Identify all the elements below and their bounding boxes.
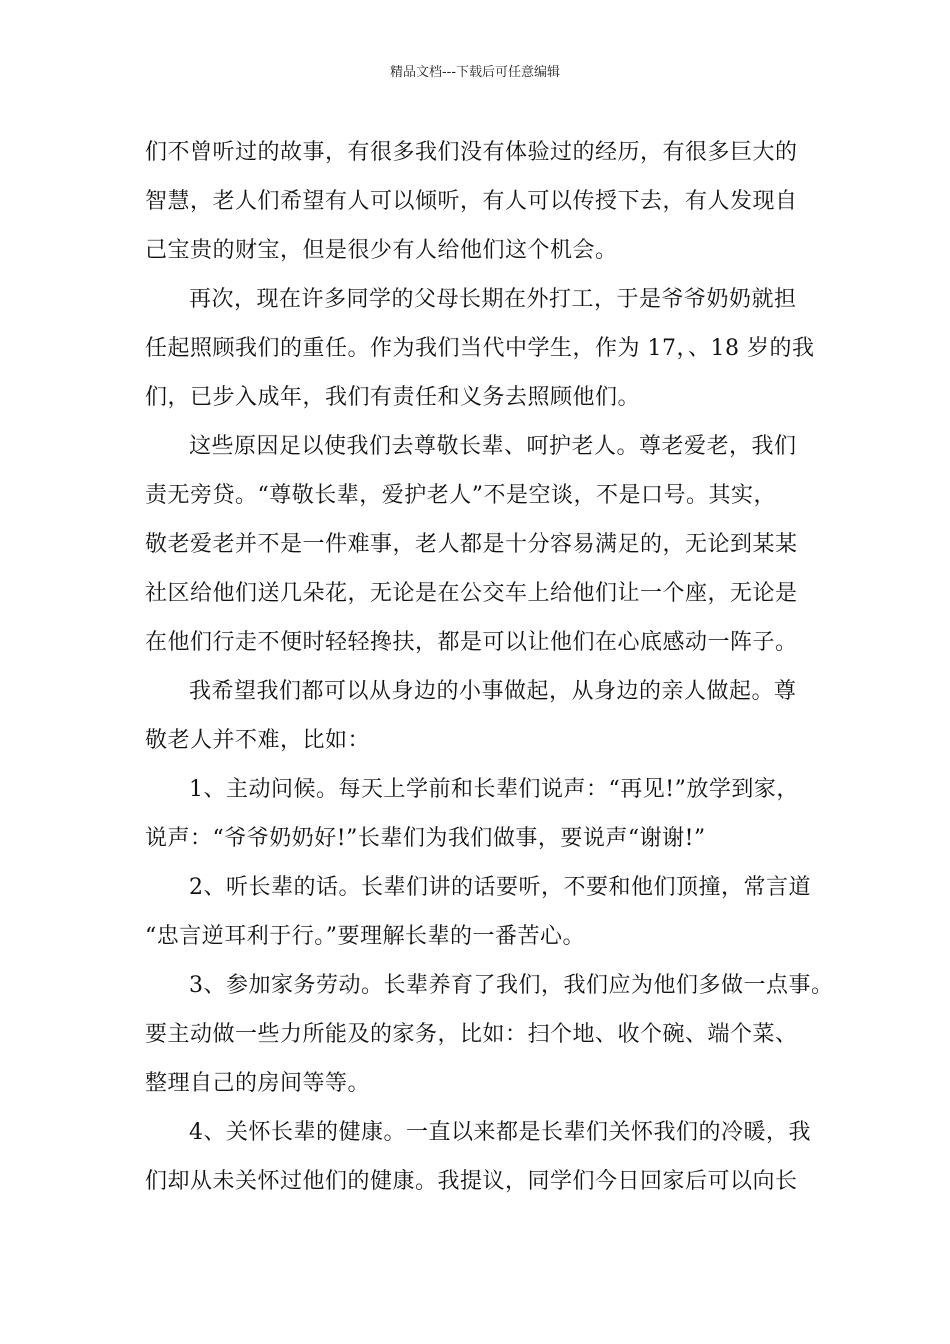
- text-line: 智慧，老人们希望有人可以倾听，有人可以传授下去，有人发现自: [145, 189, 798, 214]
- paragraph-start-line: 再次，现在许多同学的父母长期在外打工，于是爷爷奶奶就担: [189, 287, 797, 312]
- text-line: 己宝贵的财宝，但是很少有人给他们这个机会。: [145, 238, 618, 263]
- text-line: 敬老人并不难，比如：: [145, 728, 371, 753]
- text-line: 说声：“爷爷奶奶好!”长辈们为我们做事，要说声“谢谢!”: [145, 826, 706, 851]
- text-line: 敬老爱老并不是一件难事，老人都是十分容易满足的，无论到某某: [145, 532, 798, 557]
- text-line: 们不曾听过的故事，有很多我们没有体验过的经历，有很多巨大的: [145, 140, 798, 165]
- document-body: [145, 128, 834, 1206]
- text-line: 整理自己的房间等等。: [145, 1071, 371, 1096]
- text-line: 在他们行走不便时轻轻搀扶，都是可以让他们在心底感动一阵子。: [145, 630, 798, 655]
- text-line: 责无旁贷。“尊敬长辈，爱护老人”不是空谈，不是口号。其实，: [145, 483, 776, 508]
- list-item-3-line: 3、参加家务劳动。长辈养育了我们，我们应为他们多做一点事。: [189, 973, 834, 998]
- list-item-1-line: 1、主动问候。每天上学前和长辈们说声：“再见!”放学到家，: [189, 777, 799, 802]
- list-item-4-line: 4、关怀长辈的健康。一直以来都是长辈们关怀我们的冷暖，我: [189, 1120, 811, 1145]
- paragraph-start-line: 我希望我们都可以从身边的小事做起，从身边的亲人做起。尊: [189, 679, 797, 704]
- page-header: 精品文档---下载后可任意编辑: [389, 65, 561, 80]
- text-line: 们，已步入成年，我们有责任和义务去照顾他们。: [145, 385, 641, 410]
- text-line: “忠言逆耳利于行。”要理解长辈的一番苦心。: [145, 924, 585, 949]
- list-item-2-line: 2、听长辈的话。长辈们讲的话要听，不要和他们顶撞，常言道: [189, 875, 811, 900]
- text-line: 任起照顾我们的重任。作为我们当代中学生，作为 17，、18 岁的我: [145, 336, 815, 361]
- text-line: 要主动做一些力所能及的家务，比如：扫个地、收个碗、端个菜、: [145, 1022, 798, 1047]
- text-line: 社区给他们送几朵花，无论是在公交车上给他们让一个座，无论是: [145, 581, 798, 606]
- paragraph-start-line: 这些原因足以使我们去尊敬长辈、呵护老人。尊老爱老，我们: [189, 434, 797, 459]
- text-line: 们却从未关怀过他们的健康。我提议，同学们今日回家后可以向长: [145, 1169, 798, 1194]
